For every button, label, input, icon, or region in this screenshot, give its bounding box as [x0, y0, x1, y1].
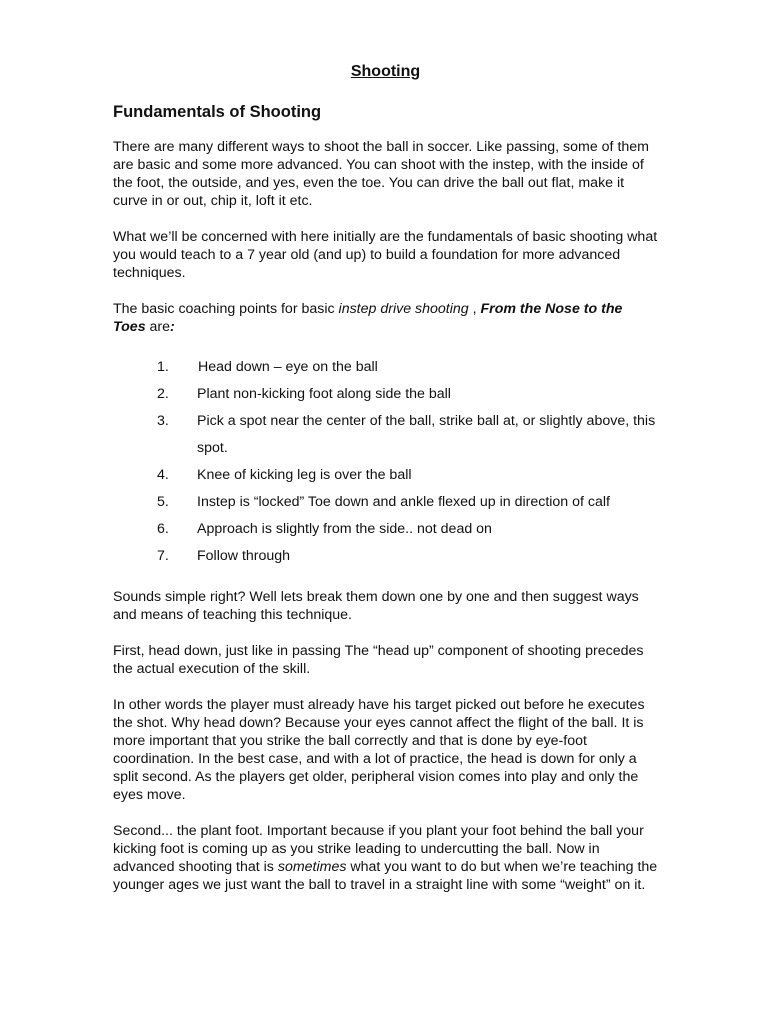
coaching-text-italic: instep drive shooting	[338, 301, 469, 317]
document-title: Shooting	[350, 63, 421, 80]
coaching-text-colon: :	[170, 319, 175, 335]
paragraph-plant-foot	[113, 822, 658, 894]
list-item-text: Follow through	[197, 548, 291, 564]
section-heading: Fundamentals of Shooting	[113, 103, 322, 121]
list-item-number: 7.	[157, 548, 169, 564]
paragraph-coaching-points	[113, 300, 658, 336]
list-item-text: Knee of kicking leg is over the ball	[197, 467, 412, 483]
list-item-number: 5.	[157, 494, 169, 510]
list-item-number: 6.	[157, 521, 169, 537]
document-page	[113, 62, 658, 912]
paragraph-head-down: First, head down, just like in passing The “head up” component of shooting precedes the actual execution of the skill.	[113, 643, 644, 677]
list-item	[157, 381, 658, 408]
coaching-text-mid: ,	[468, 301, 481, 317]
coaching-text-post: are	[145, 319, 171, 335]
coaching-text-bold-italic: From the Nose to the Toes	[113, 301, 623, 335]
paragraph-other-words: In other words the player must already have his target picked out before he executes the shot. Why head down? Because your eyes cannot affect the flight of the ball. It is more important that you strike the ball correctly and that is done by eye-foot coordination. In the best case, and with a lot of practice, the head is down for only a split second. As the players get older, peripheral vision comes into play and only the eyes move.	[113, 697, 645, 803]
coaching-points-list	[113, 354, 658, 570]
list-item-text: Head down – eye on the ball	[198, 359, 378, 375]
paragraph-intro: There are many different ways to shoot the ball in soccer. Like passing, some of them are basic and some more advanced. You can shoot with the instep, with the inside of the foot, the outside, and yes, even the toe. You can drive the ball out flat, make it curve in or out, chip it, loft it etc.	[113, 139, 649, 209]
list-item-number: 3.	[157, 413, 169, 429]
coaching-text-pre: The basic coaching points for basic	[113, 301, 339, 317]
list-item	[157, 408, 658, 462]
list-item-text: Pick a spot near the center of the ball, strike ball at, or slightly above, this spot.	[197, 413, 656, 456]
list-item	[157, 543, 658, 570]
list-item	[157, 516, 658, 543]
list-item-number: 4.	[157, 467, 169, 483]
list-item-number: 1.	[157, 359, 169, 375]
plant-foot-text-pre: Second... the plant foot. Important because if you plant your foot behind the ball your kicking foot is coming up as you strike leading to undercutting the ball. Now in advanced shooting that is	[113, 823, 644, 875]
list-item-number: 2.	[157, 386, 169, 402]
plant-foot-text-italic: sometimes	[277, 859, 347, 875]
list-item	[157, 462, 658, 489]
plant-foot-text-post: what you want to do but when we’re teaching the younger ages we just want the ball to travel in a straight line with some “weight” on it.	[113, 859, 658, 893]
paragraph-sounds-simple: Sounds simple right? Well lets break them down one by one and then suggest ways and means of teaching this technique.	[113, 589, 639, 623]
list-item	[157, 489, 658, 516]
list-item-text: Approach is slightly from the side.. not dead on	[197, 521, 492, 537]
list-item-text: Instep is “locked” Toe down and ankle flexed up in direction of calf	[197, 494, 610, 510]
paragraph-concern: What we’ll be concerned with here initially are the fundamentals of basic shooting what you would teach to a 7 year old (and up) to build a foundation for more advanced techniques.	[113, 229, 658, 281]
list-item	[157, 354, 658, 381]
list-item-text: Plant non-kicking foot along side the ball	[197, 386, 451, 402]
